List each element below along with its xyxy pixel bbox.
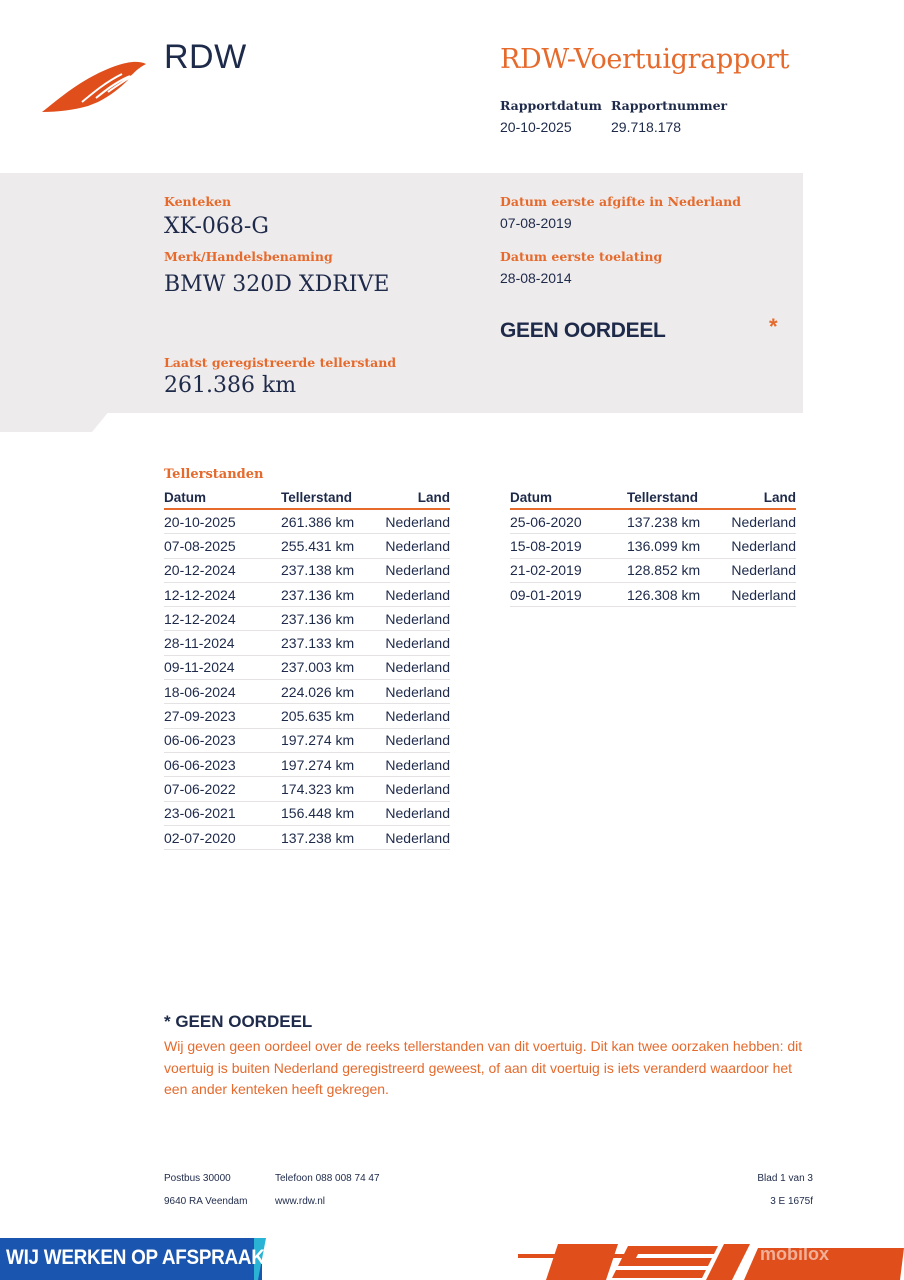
- cell-country: Nederland: [379, 728, 450, 752]
- footer-page: Blad 1 van 3: [757, 1173, 813, 1184]
- cell-date: 28-11-2024: [164, 631, 281, 655]
- footer-postbus: Postbus 30000: [164, 1173, 231, 1184]
- cell-odometer: 237.133 km: [281, 631, 379, 655]
- cell-odometer: 128.852 km: [627, 558, 725, 582]
- table-header-row: [164, 487, 450, 509]
- footer-city: 9640 RA Veendam: [164, 1196, 248, 1207]
- plate-value: XK-068-G: [164, 214, 269, 239]
- cell-country: Nederland: [379, 801, 450, 825]
- cell-date: 23-06-2021: [164, 801, 281, 825]
- cell-date: 12-12-2024: [164, 607, 281, 631]
- table-row: [164, 777, 450, 801]
- panel-notch-shape: [0, 410, 110, 432]
- rdw-logo-icon: [40, 58, 148, 114]
- cell-date: 07-06-2022: [164, 777, 281, 801]
- cell-country: Nederland: [379, 558, 450, 582]
- cell-date: 21-02-2019: [510, 558, 627, 582]
- cell-odometer: 174.323 km: [281, 777, 379, 801]
- cell-country: Nederland: [725, 558, 796, 582]
- column-header-country: Land: [379, 487, 450, 509]
- brand-label: Merk/Handelsbenaming: [164, 249, 333, 264]
- cell-country: Nederland: [379, 655, 450, 679]
- cell-country: Nederland: [379, 704, 450, 728]
- table-row: [164, 825, 450, 849]
- cell-country: Nederland: [725, 509, 796, 534]
- cell-country: Nederland: [725, 582, 796, 606]
- cell-date: 09-01-2019: [510, 582, 627, 606]
- org-name: RDW: [164, 38, 247, 76]
- note-body: Wij geven geen oordeel over de reeks tellerstanden van dit voertuig. Dit kan twee oorzaken hebben: dit voertuig is buiten Nederland geregistreerd geweest, of aan dit voertuig is iets veranderd waardoor het een ander kenteken heeft gekregen.: [164, 1038, 803, 1097]
- cell-odometer: 137.238 km: [281, 825, 379, 849]
- last-odometer-value: 261.386 km: [164, 373, 297, 398]
- report-number: 29.718.178: [611, 119, 682, 135]
- table-row: [510, 558, 796, 582]
- report-title: RDW-Voertuigrapport: [500, 44, 790, 75]
- cell-date: 12-12-2024: [164, 582, 281, 606]
- cell-date: 06-06-2023: [164, 728, 281, 752]
- table-row: [510, 534, 796, 558]
- report-date: 20-10-2025: [500, 119, 572, 135]
- cell-odometer: 255.431 km: [281, 534, 379, 558]
- cell-country: Nederland: [379, 607, 450, 631]
- report-number-label: Rapportnummer: [611, 98, 728, 113]
- cell-date: 20-10-2025: [164, 509, 281, 534]
- appointment-banner-text: WIJ WERKEN OP AFSPRAAK: [6, 1246, 265, 1269]
- plate-label: Kenteken: [164, 194, 232, 209]
- table-row: [510, 509, 796, 534]
- table-row: [164, 509, 450, 534]
- column-header-country: Land: [725, 487, 796, 509]
- first-admission-value: 28-08-2014: [500, 270, 572, 286]
- column-header-odometer: Tellerstand: [281, 487, 379, 509]
- note-title: * GEEN OORDEEL: [164, 1012, 313, 1031]
- cell-date: 06-06-2023: [164, 752, 281, 776]
- cell-date: 18-06-2024: [164, 680, 281, 704]
- cell-odometer: 261.386 km: [281, 509, 379, 534]
- table-row: [164, 631, 450, 655]
- first-nl-label: Datum eerste afgifte in Nederland: [500, 194, 741, 209]
- cell-country: Nederland: [379, 777, 450, 801]
- brand-value: BMW 320D XDRIVE: [164, 272, 390, 297]
- table-row: [164, 607, 450, 631]
- watermark-text: mobilox: [760, 1244, 830, 1264]
- odometer-table-left: [164, 487, 450, 850]
- table-row: [510, 582, 796, 606]
- table-row: [164, 582, 450, 606]
- cell-country: Nederland: [379, 825, 450, 849]
- table-row: [164, 558, 450, 582]
- cell-date: 02-07-2020: [164, 825, 281, 849]
- table-row: [164, 655, 450, 679]
- cell-date: 07-08-2025: [164, 534, 281, 558]
- cell-date: 09-11-2024: [164, 655, 281, 679]
- cell-odometer: 136.099 km: [627, 534, 725, 558]
- cell-odometer: 224.026 km: [281, 680, 379, 704]
- cell-odometer: 237.003 km: [281, 655, 379, 679]
- table-header-row: [510, 487, 796, 509]
- cell-date: 25-06-2020: [510, 509, 627, 534]
- table-row: [164, 801, 450, 825]
- table-row: [164, 752, 450, 776]
- table-row: [164, 680, 450, 704]
- report-date-label: Rapportdatum: [500, 98, 602, 113]
- table-row: [164, 728, 450, 752]
- odometer-section-title: Tellerstanden: [164, 467, 264, 482]
- last-odometer-label: Laatst geregistreerde tellerstand: [164, 355, 397, 370]
- cell-odometer: 156.448 km: [281, 801, 379, 825]
- cell-odometer: 237.136 km: [281, 582, 379, 606]
- vehicle-info-panel: [0, 173, 803, 413]
- footer-code: 3 E 1675f: [770, 1196, 813, 1207]
- footer-phone: Telefoon 088 008 74 47: [275, 1173, 380, 1184]
- odometer-table-right: [510, 487, 796, 607]
- first-admission-label: Datum eerste toelating: [500, 249, 663, 264]
- cell-date: 15-08-2019: [510, 534, 627, 558]
- cell-country: Nederland: [379, 680, 450, 704]
- column-header-odometer: Tellerstand: [627, 487, 725, 509]
- cell-odometer: 137.238 km: [627, 509, 725, 534]
- verdict-star: *: [769, 314, 778, 339]
- footer-website[interactable]: www.rdw.nl: [275, 1196, 326, 1207]
- cell-odometer: 237.138 km: [281, 558, 379, 582]
- cell-country: Nederland: [379, 534, 450, 558]
- table-row: [164, 534, 450, 558]
- cell-country: Nederland: [379, 631, 450, 655]
- cell-odometer: 126.308 km: [627, 582, 725, 606]
- cell-country: Nederland: [725, 534, 796, 558]
- cell-date: 27-09-2023: [164, 704, 281, 728]
- first-nl-value: 07-08-2019: [500, 215, 572, 231]
- cell-odometer: 237.136 km: [281, 607, 379, 631]
- decorative-stripes-icon: [518, 1244, 904, 1280]
- cell-odometer: 205.635 km: [281, 704, 379, 728]
- cell-country: Nederland: [379, 582, 450, 606]
- table-row: [164, 704, 450, 728]
- column-header-date: Datum: [510, 487, 627, 509]
- cell-date: 20-12-2024: [164, 558, 281, 582]
- cell-country: Nederland: [379, 509, 450, 534]
- cell-odometer: 197.274 km: [281, 752, 379, 776]
- cell-country: Nederland: [379, 752, 450, 776]
- cell-odometer: 197.274 km: [281, 728, 379, 752]
- column-header-date: Datum: [164, 487, 281, 509]
- verdict-text: GEEN OORDEEL: [500, 319, 666, 342]
